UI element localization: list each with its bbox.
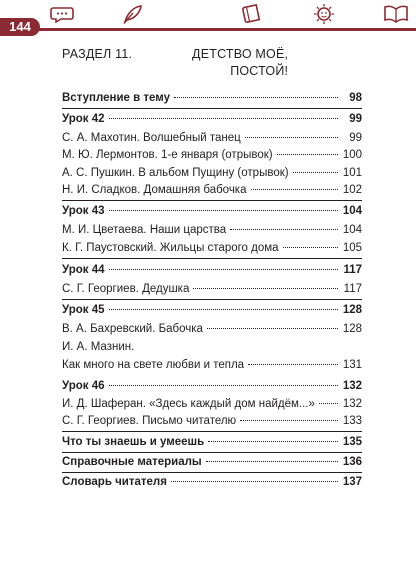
toc-entry-page: 105: [342, 242, 362, 254]
toc-leader-dots: [319, 403, 338, 404]
toc-divider: [62, 299, 362, 300]
section-title: ДЕТСТВО МОЁ, ПОСТОЙ!: [192, 47, 289, 78]
toc-entry-title: С. А. Махотин. Волшебный танец: [62, 132, 241, 144]
toc-entry: [62, 165, 362, 181]
toc-leader-dots: [240, 420, 338, 421]
toc-entry-title: Словарь читателя: [62, 476, 167, 488]
toc-entry-title: Справочные материалы: [62, 456, 202, 468]
toc-entry-title: А. С. Пушкин. В альбом Пущину (отрывок): [62, 167, 289, 179]
toc-leader-dots: [245, 137, 338, 138]
toc-leader-dots: [248, 364, 338, 365]
toc-leader-dots: [109, 210, 338, 211]
toc-leader-dots: [293, 172, 338, 173]
toc-leader-dots: [208, 441, 338, 442]
toc-leader-dots: [109, 385, 338, 386]
toc-entry-title: Урок 43: [62, 205, 105, 217]
toc-divider: [62, 431, 362, 432]
toc-entry-page: 98: [349, 92, 362, 104]
toc-entry-page: 128: [342, 323, 362, 335]
toc-entry-page: 100: [342, 149, 362, 161]
feather-quill-icon: [118, 4, 146, 24]
toc-entry-page: 104: [342, 205, 362, 217]
toc-entry: [62, 474, 362, 490]
toc-entry: [62, 378, 362, 394]
toc-entry: [62, 454, 362, 470]
toc-leader-dots: [207, 328, 338, 329]
toc-entry: [62, 90, 362, 106]
toc-entry-title: В. А. Бахревский. Бабочка: [62, 323, 203, 335]
toc-entry-page: 102: [342, 184, 362, 196]
toc-entry: [62, 147, 362, 163]
toc-entry-page: 131: [342, 359, 362, 371]
page-number: 144: [0, 18, 40, 36]
toc-entry-title: Урок 46: [62, 380, 105, 392]
toc-entry-page: 132: [342, 398, 362, 410]
toc-leader-dots: [171, 481, 338, 482]
toc-leader-dots: [109, 309, 338, 310]
toc-entry-title: Что ты знаешь и умеешь: [62, 436, 205, 448]
toc-entry: [62, 281, 362, 297]
toc-divider: [62, 108, 362, 109]
toc-entry: [62, 413, 362, 429]
toc-leader-dots: [109, 269, 338, 270]
section-label: РАЗДЕЛ 11.: [62, 47, 133, 61]
toc-entry: [62, 182, 362, 198]
toc-entry-title: Урок 42: [62, 113, 105, 125]
toc-leader-dots: [251, 189, 339, 190]
toc-divider: [62, 258, 362, 259]
toc-entry-title: Урок 45: [62, 304, 105, 316]
toc-entry: [62, 240, 362, 256]
section-heading: [62, 46, 362, 80]
header-rule: [0, 28, 416, 31]
toc-entry-title: Н. И. Сладков. Домашняя бабочка: [62, 184, 247, 196]
book-icon: [238, 4, 266, 24]
toc-leader-dots: [109, 118, 338, 119]
toc-divider: [62, 200, 362, 201]
toc-entry-title: Урок 44: [62, 264, 105, 276]
toc-leader-dots: [277, 154, 338, 155]
toc-entry: [62, 262, 362, 278]
toc-divider: [62, 452, 362, 453]
toc-divider: [62, 472, 362, 473]
toc-entry-title: Как много на свете любви и тепла: [62, 359, 245, 371]
toc-entry-page: 136: [342, 456, 362, 468]
toc-entry-page: 135: [342, 436, 362, 448]
toc-entry-title: И. Д. Шаферан. «Здесь каждый дом найдём...»: [62, 398, 315, 410]
page-header: [0, 0, 416, 38]
toc-entry-title: Вступление в тему: [62, 92, 171, 104]
open-book-icon: [382, 4, 410, 24]
toc-entry: [62, 222, 362, 238]
toc-entry-page: 117: [343, 264, 362, 276]
toc-entry-title: М. Ю. Лермонтов. 1-е января (отрывок): [62, 149, 273, 161]
toc-entry: [62, 396, 362, 412]
toc-entry: [62, 130, 362, 146]
toc-entry-title: К. Г. Паустовский. Жильцы старого дома: [62, 242, 279, 254]
toc-entry-page: 104: [342, 224, 362, 236]
toc-entry: [62, 321, 362, 337]
toc-leader-dots: [193, 288, 338, 289]
toc-entry: [62, 111, 362, 127]
sun-face-icon: [310, 4, 338, 24]
toc-entry: [62, 357, 362, 373]
toc-entry-page: 99: [349, 113, 362, 125]
toc-entry-page: 137: [342, 476, 362, 488]
toc-entry-title: М. И. Цветаева. Наши царства: [62, 224, 227, 236]
toc-leader-dots: [283, 247, 338, 248]
toc-entry-title: С. Г. Георгиев. Письмо читателю: [62, 415, 237, 427]
toc-entry-page: 99: [349, 132, 362, 144]
toc-leader-dots: [206, 461, 338, 462]
toc-entry: [62, 339, 362, 355]
toc-leader-dots: [174, 97, 338, 98]
toc-entry-page: 117: [343, 283, 362, 295]
chat-bubble-icon: [48, 4, 76, 24]
toc-entry-title: И. А. Мазнин.: [62, 341, 135, 353]
toc-entry: [62, 434, 362, 450]
toc-entry: [62, 203, 362, 219]
toc-leader-dots: [230, 229, 338, 230]
toc-entry-page: 128: [342, 304, 362, 316]
toc-entry-title: С. Г. Георгиев. Дедушка: [62, 283, 190, 295]
toc-entry-page: 133: [342, 415, 362, 427]
toc-entry-page: 132: [342, 380, 362, 392]
toc-entry-page: 101: [342, 167, 362, 179]
toc-entry: [62, 302, 362, 318]
